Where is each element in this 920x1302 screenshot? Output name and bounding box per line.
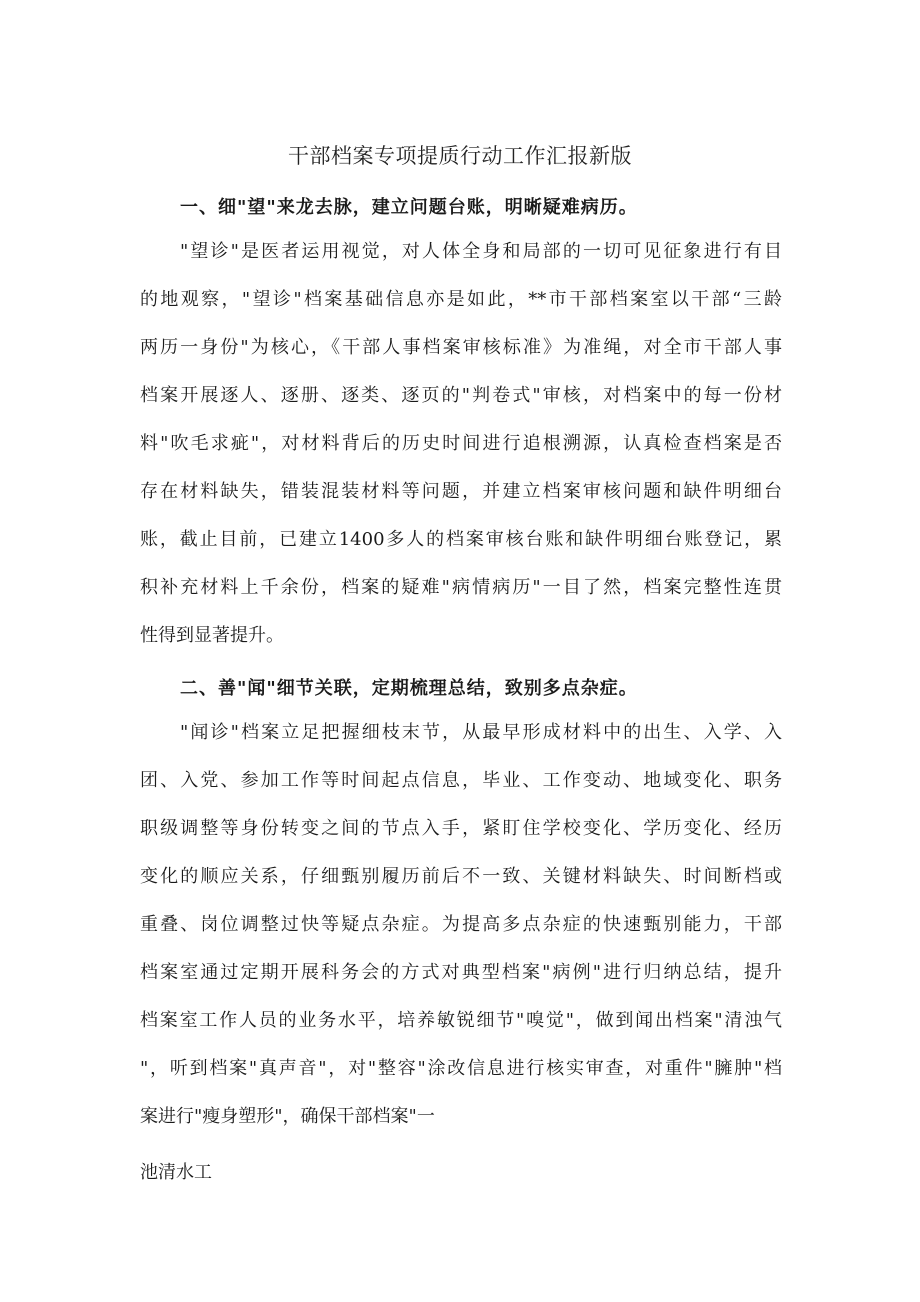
section-heading-1: 一、细"望"来龙去脉，建立问题台账，明晰疑难病历。 <box>180 197 638 218</box>
paragraph-line: 档案室工作人员的业务水平，培养敏锐细节"嗅觉"，做到闻出档案"清浊气 <box>140 1010 782 1031</box>
paragraph-line: 积补充材料上千余份，档案的疑难"病情病历"一目了然，档案完整性连贯 <box>140 577 782 598</box>
paragraph-line: "，听到档案"真声音"，对"整容"涂改信息进行核实审查，对重件"臃肿"档 <box>140 1058 782 1079</box>
paragraph-line: 团、入党、参加工作等时间起点信息，毕业、工作变动、地域变化、职务 <box>140 770 782 791</box>
paragraph-line: 存在材料缺失，错装混装材料等问题，并建立档案审核问题和缺件明细台 <box>140 481 782 502</box>
paragraph-line: 重叠、岗位调整过快等疑点杂症。为提高多点杂症的快速甄别能力，干部 <box>140 914 782 935</box>
section-heading-2: 二、善"闻"细节关联，定期梳理总结，致别多点杂症。 <box>180 678 638 699</box>
paragraph-line: 的地观察，"望诊"档案基础信息亦是如此，**市干部档案室以干部“三龄 <box>140 289 782 310</box>
paragraph-line: 档案开展逐人、逐册、逐类、逐页的"判卷式"审核，对档案中的每一份材 <box>140 385 782 406</box>
paragraph-line: 料"吹毛求疵"，对材料背后的历史时间进行追根溯源，认真检查档案是否 <box>140 433 782 454</box>
document-title: 干部档案专项提质行动工作汇报新版 <box>288 144 632 168</box>
paragraph-line: 两历一身份"为核心，《干部人事档案审核标准》为准绳，对全市干部人事 <box>140 337 782 358</box>
paragraph-trailing-line: 池清水工 <box>140 1162 212 1183</box>
paragraph-line: 性得到显著提升。 <box>140 625 284 646</box>
paragraph-line: "望诊"是医者运用视觉，对人体全身和局部的一切可见征象进行有目 <box>180 241 782 262</box>
paragraph-line: 变化的顺应关系，仔细甄别履历前后不一致、关键材料缺失、时间断档或 <box>140 866 782 887</box>
paragraph-line: "闻诊"档案立足把握细枝末节，从最早形成材料中的出生、入学、入 <box>180 722 782 743</box>
paragraph-line: 账，截止目前，已建立1400多人的档案审核台账和缺件明细台账登记，累 <box>140 529 782 550</box>
paragraph-line: 案进行"瘦身塑形"，确保干部档案"一 <box>140 1106 435 1127</box>
paragraph-line: 职级调整等身份转变之间的节点入手，紧盯住学校变化、学历变化、经历 <box>140 818 782 839</box>
paragraph-line: 档案室通过定期开展科务会的方式对典型档案"病例"进行归纳总结，提升 <box>140 962 782 983</box>
